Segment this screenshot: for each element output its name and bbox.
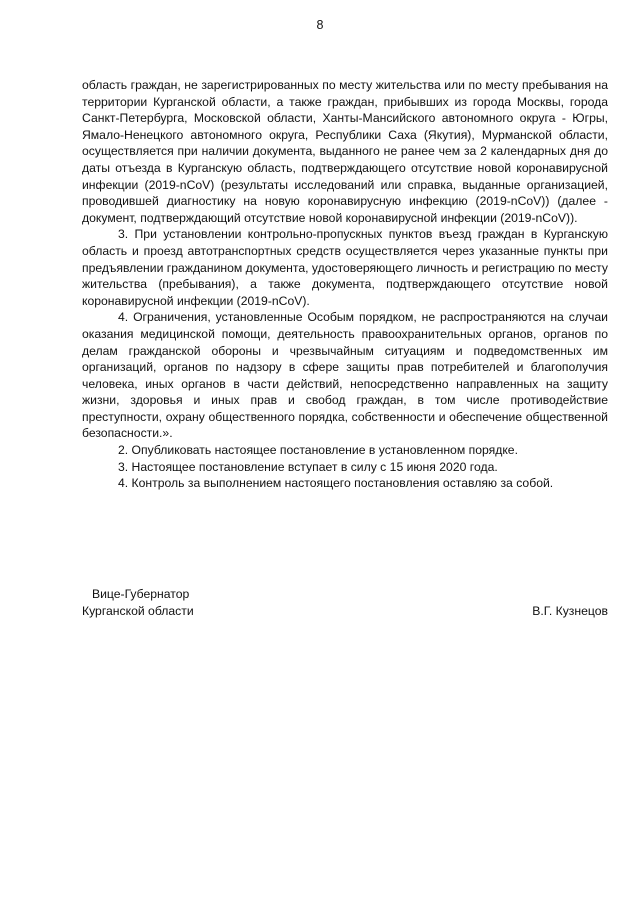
signatory-title	[82, 586, 194, 620]
paragraph-item-4-restrictions: 4. Ограничения, установленные Особым порядком, не распространяются на случаи оказания медицинской помощи, деятельность правоохранительных органов, органов по делам гражданской обороны и чрезвычайным ситуациям и подведомственных им организаций, органов по надзору в сфере защиты прав потребителей и благополучия человека, иных органов в части действий, непосредственно направленных на защиту жизни, здоровья и иных прав и свобод граждан, в том числе противодействие преступности, охрану общественного порядка, собственности и обеспечение общественной безопасности.».	[82, 310, 608, 441]
signatory-position: Вице-Губернатор	[92, 587, 190, 601]
paragraph-item-3-checkpoints: 3. При установлении контрольно-пропускных пунктов въезд граждан в Курганскую область и проезд автотранспортных средств осуществляется через указанные пункты при предъявлении гражданином документа, удостоверяющего личность и регистрацию по месту жительства (пребывания), а также документа, подтверждающего отсутствие новой коронавирусной инфекции (2019-nCoV).	[82, 227, 608, 308]
signatory-region: Курганской области	[82, 604, 194, 618]
signatory-name: В.Г. Кузнецов	[532, 604, 608, 618]
paragraph-effective-date: 3. Настоящее постановление вступает в силу с 15 июня 2020 года.	[118, 459, 498, 474]
paragraph-continuation: область граждан, не зарегистрированных по месту жительства или по месту пребывания на территории Курганской области, а также граждан, прибывших из города Москвы, города Санкт-Петербурга, Московской области, Ханты-Мансийского автономного округа - Югры, Ямало-Ненецкого автономного округа, Республики Саха (Якутия), Мурманской области, осуществляется при наличии документа, выданного не ранее чем за 2 календарных дня до даты отъезда в Курганскую область, подтверждающего отсутствие новой коронавирусной инфекции (2019-nCoV) (результаты исследований или справка, выданные организацией, проводившей диагностику на новую коронавирусную инфекцию (2019-nCoV)) (далее - документ, подтверждающий отсутствие новой коронавирусной инфекции (2019-nCoV)).	[82, 78, 608, 225]
paragraph-control: 4. Контроль за выполнением настоящего постановления оставляю за собой.	[118, 476, 554, 491]
document-body	[82, 77, 608, 492]
paragraph-publish: 2. Опубликовать настоящее постановление в установленном порядке.	[118, 443, 518, 458]
page-number: 8	[316, 18, 324, 32]
